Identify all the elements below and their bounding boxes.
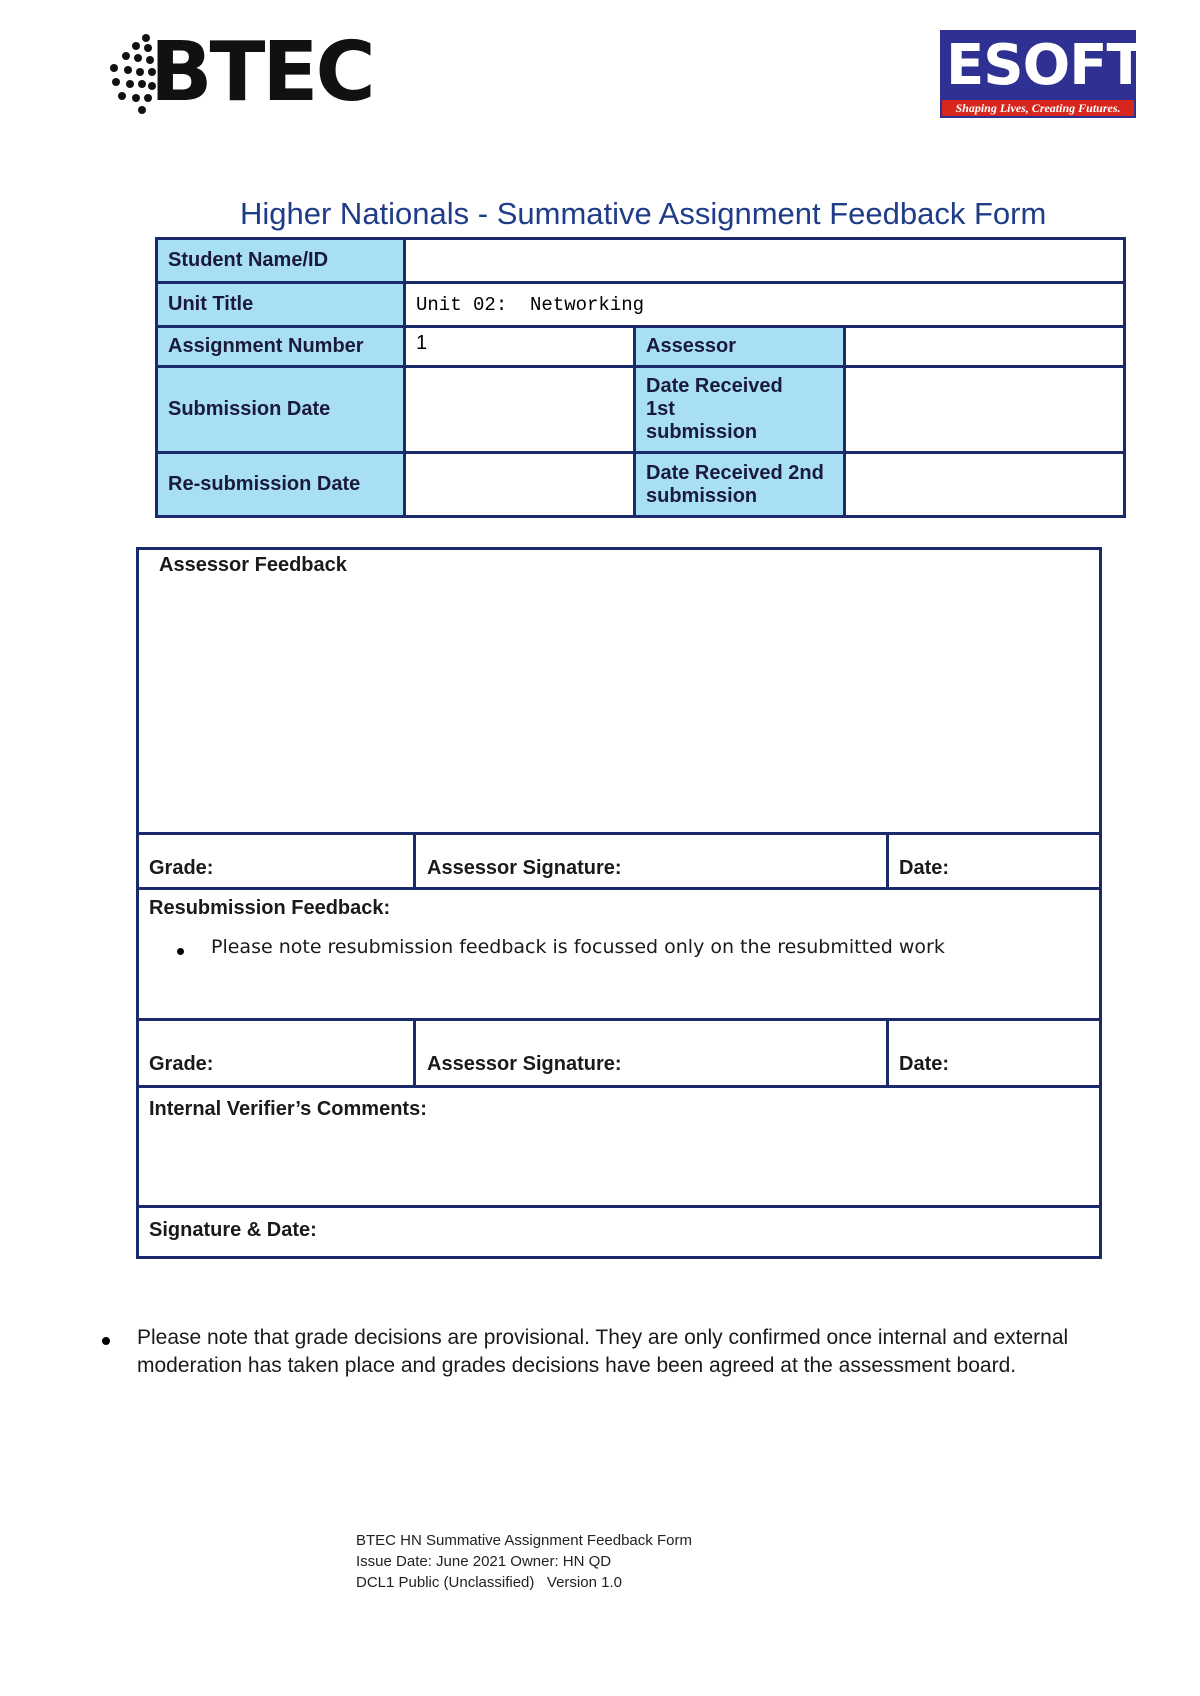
- assignment-info-table: [155, 237, 1126, 518]
- bullet-icon: [102, 1337, 110, 1345]
- divider: [886, 1018, 889, 1085]
- form-title: Higher Nationals - Summative Assignment Feedback Form: [240, 196, 1047, 231]
- divider: [886, 832, 889, 887]
- submission-date-field[interactable]: [405, 367, 635, 453]
- assessor-feedback-box: [136, 547, 1102, 1259]
- grade-label-2: Grade:: [149, 1053, 214, 1075]
- divider: [139, 832, 1099, 835]
- date-received-2nd-field[interactable]: [845, 453, 1125, 517]
- unit-title-label: Unit Title: [157, 283, 405, 327]
- student-name-label: Student Name/ID: [157, 239, 405, 283]
- resubmission-date-label: Re-submission Date: [157, 453, 405, 517]
- assessor-signature-label: Assessor Signature:: [427, 857, 622, 879]
- date-received-1st-label: Date Received 1st submission: [635, 367, 845, 453]
- btec-logo: [108, 25, 373, 120]
- divider: [139, 1018, 1099, 1021]
- assessor-feedback-area[interactable]: [139, 578, 1099, 818]
- date-received-1st-field[interactable]: [845, 367, 1125, 453]
- unit-title-field[interactable]: Unit 02: Networking: [405, 283, 1125, 327]
- page-footer: [356, 1530, 692, 1593]
- btec-logo-text: BTEC: [150, 25, 373, 120]
- student-name-field[interactable]: [405, 239, 1125, 283]
- resubmission-date-field[interactable]: [405, 453, 635, 517]
- bullet-icon: [177, 948, 184, 955]
- assignment-number-label: Assignment Number: [157, 327, 405, 367]
- footer-line-3: DCL1 Public (Unclassified) Version 1.0: [356, 1574, 622, 1591]
- esoft-logo-text: ESOFT: [946, 33, 1144, 98]
- divider: [413, 1018, 416, 1085]
- divider: [139, 887, 1099, 890]
- divider: [413, 832, 416, 887]
- assessor-signature-label-2: Assessor Signature:: [427, 1053, 622, 1075]
- divider: [139, 1205, 1099, 1208]
- resubmission-note: Please note resubmission feedback is focussed only on the resubmitted work: [211, 936, 945, 958]
- divider: [139, 1085, 1099, 1088]
- resubmission-feedback-label: Resubmission Feedback:: [149, 897, 391, 919]
- footer-line-2: Issue Date: June 2021 Owner: HN QD: [356, 1553, 612, 1570]
- date-label: Date:: [899, 857, 950, 879]
- grade-label: Grade:: [149, 857, 214, 879]
- internal-verifier-label: Internal Verifier’s Comments:: [149, 1098, 427, 1120]
- assessor-feedback-label: Assessor Feedback: [159, 554, 347, 576]
- assessor-field[interactable]: [845, 327, 1125, 367]
- date-received-2nd-label: Date Received 2nd submission: [635, 453, 845, 517]
- signature-date-label: Signature & Date:: [149, 1219, 317, 1241]
- assessor-label: Assessor: [635, 327, 845, 367]
- assignment-number-field[interactable]: 1: [405, 327, 635, 367]
- provisional-grade-note: Please note that grade decisions are provisional. They are only confirmed once internal and external moderation has taken place and grades decisions have been agreed at the assessment board.: [137, 1326, 1069, 1377]
- esoft-logo: [940, 30, 1144, 118]
- footer-line-1: BTEC HN Summative Assignment Feedback Form: [356, 1532, 692, 1549]
- submission-date-label: Submission Date: [157, 367, 405, 453]
- esoft-tagline: Shaping Lives, Creating Futures.: [942, 100, 1134, 116]
- date-label-2: Date:: [899, 1053, 950, 1075]
